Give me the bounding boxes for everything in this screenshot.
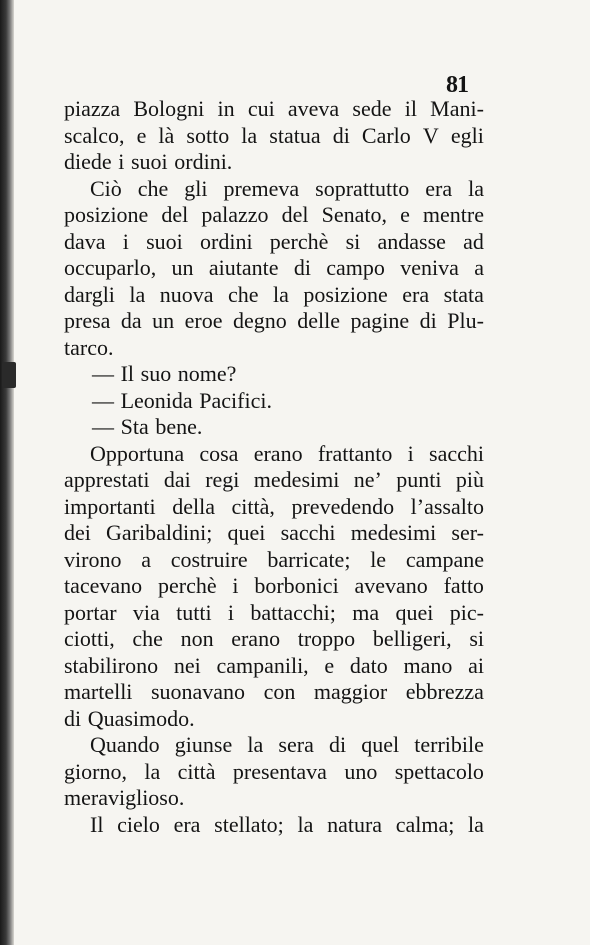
text-line	[64, 441, 484, 468]
text-line	[64, 706, 484, 733]
word: della	[172, 493, 215, 519]
word: Leonida	[120, 387, 193, 413]
word: belligeri,	[372, 626, 452, 651]
word: la	[468, 811, 484, 837]
word: del	[281, 202, 309, 227]
text-line	[64, 732, 484, 759]
text-line	[64, 176, 484, 203]
text-line	[64, 653, 484, 680]
word: posizione	[303, 281, 388, 307]
word: Garibaldini;	[106, 520, 213, 545]
word: la	[273, 281, 289, 307]
word: la	[144, 758, 161, 784]
word: campane	[405, 546, 484, 572]
word: ma	[352, 599, 380, 625]
word: ser-	[451, 520, 484, 545]
word: i	[407, 440, 414, 466]
word: campo	[326, 255, 385, 280]
word: il	[404, 96, 417, 121]
word: dai	[163, 467, 191, 492]
text-line	[64, 494, 484, 521]
word: di	[328, 732, 347, 757]
word: Plu-	[447, 308, 484, 333]
word: stellato;	[214, 811, 284, 837]
word: ordini	[200, 228, 253, 254]
word: là	[158, 122, 175, 148]
word: suonavano	[150, 679, 246, 704]
word: quel	[361, 732, 400, 757]
word: le	[370, 546, 387, 572]
word: un	[152, 308, 175, 333]
word: nuova	[159, 281, 214, 307]
text-line	[64, 335, 484, 362]
word: meraviglioso.	[64, 785, 185, 810]
word: nei	[173, 652, 201, 678]
word: suoi	[146, 228, 183, 254]
word: di	[419, 308, 437, 333]
word: suoi	[130, 149, 168, 174]
word: diede	[64, 149, 112, 174]
word: ordini.	[174, 149, 233, 174]
text-line	[64, 282, 484, 309]
binding-mark	[2, 362, 16, 388]
word: la	[129, 281, 146, 307]
word: era	[402, 281, 430, 307]
word: stata	[443, 281, 484, 307]
text-line	[64, 785, 484, 812]
word: quei	[227, 520, 266, 545]
word: costruire	[170, 546, 248, 572]
word: la	[468, 175, 484, 201]
word: i	[122, 228, 129, 254]
word: soprattutto	[315, 175, 410, 201]
text-line	[64, 812, 484, 839]
word: la	[297, 811, 314, 837]
word: nome?	[177, 361, 237, 386]
word: piazza	[64, 96, 121, 121]
word: giorno,	[64, 758, 127, 784]
text-line	[64, 467, 484, 494]
word: dei	[64, 520, 91, 545]
word: virono	[64, 546, 122, 572]
word: sera	[278, 732, 314, 757]
word: Pacifici.	[199, 387, 272, 413]
word: ai	[468, 652, 484, 678]
word: e	[324, 652, 335, 678]
word: occuparlo,	[64, 255, 157, 280]
text-line	[64, 759, 484, 786]
text-line	[64, 547, 484, 574]
word: barricate;	[267, 546, 351, 572]
word: presa	[64, 308, 111, 333]
word: dava	[64, 228, 106, 254]
word: andasse	[377, 228, 446, 254]
word: ad	[463, 228, 484, 254]
word: che	[228, 281, 259, 307]
word: perchè	[269, 228, 329, 254]
word: si	[345, 228, 361, 254]
word: aveva	[287, 96, 340, 121]
word: dargli	[64, 281, 115, 307]
word: eroe	[184, 308, 223, 333]
word: frattanto	[317, 440, 393, 466]
word: borbonici	[254, 573, 339, 598]
word: sacchi	[429, 440, 484, 466]
word: si	[469, 626, 484, 651]
word: terribile	[414, 732, 484, 757]
word: dato	[349, 652, 388, 678]
word: spettacolo	[394, 758, 484, 784]
body-text	[64, 96, 484, 838]
word: cosa	[199, 440, 239, 466]
word: posizione	[64, 202, 149, 227]
word: avevano	[354, 573, 428, 598]
word: regi	[205, 467, 240, 492]
word: cielo	[117, 811, 160, 837]
word: mano	[403, 652, 453, 678]
text-line	[64, 255, 484, 282]
word: Quando	[90, 732, 160, 757]
page-number: 81	[446, 72, 468, 98]
word: un	[171, 255, 194, 280]
word: portar	[64, 599, 117, 625]
word: battacchi;	[250, 599, 336, 625]
word: Opportuna	[90, 440, 185, 466]
text-line	[64, 520, 484, 547]
text-line	[64, 229, 484, 256]
text-line	[64, 600, 484, 627]
word: medesimi	[253, 467, 340, 492]
text-line	[64, 388, 484, 415]
word: suo	[140, 361, 172, 386]
word: campanili,	[216, 652, 309, 678]
text-line	[64, 123, 484, 150]
word: sacchi	[280, 520, 336, 545]
word: più	[455, 467, 484, 492]
text-line	[64, 308, 484, 335]
word: V	[422, 122, 439, 148]
word: bene.	[155, 414, 203, 439]
word: pic-	[449, 599, 484, 625]
text-line	[64, 626, 484, 653]
word: città,	[231, 493, 275, 519]
word: maggior	[313, 679, 388, 704]
word: di	[293, 255, 311, 280]
word: —	[92, 414, 114, 439]
word: troppo	[297, 626, 356, 651]
word: uno	[344, 758, 378, 784]
word: quei	[395, 599, 434, 625]
text-line	[64, 414, 484, 441]
word: i	[118, 149, 125, 174]
word: giunse	[174, 732, 233, 757]
word: era	[425, 175, 453, 201]
word: e	[400, 202, 410, 227]
word: Mani-	[430, 96, 484, 121]
word: calma;	[395, 811, 455, 837]
word: Il	[90, 811, 104, 837]
word: i	[227, 599, 235, 625]
word: egli	[450, 122, 484, 148]
word: presentava	[232, 758, 327, 784]
word: ebbrezza	[405, 679, 484, 704]
word: Bologni	[133, 96, 205, 121]
word: cui	[247, 96, 275, 121]
word: scalco,	[64, 122, 125, 148]
word: premeva	[223, 175, 300, 201]
word: la	[241, 122, 258, 148]
word: palazzo	[201, 202, 269, 227]
word: medesimi	[350, 520, 437, 545]
word: Sta	[120, 414, 149, 439]
word: Il	[120, 361, 135, 386]
word: martelli	[64, 679, 133, 704]
word: Carlo	[361, 122, 411, 148]
word: Quasimodo.	[87, 705, 195, 731]
word: sede	[352, 96, 392, 121]
word: con	[263, 679, 296, 704]
word: degno	[232, 308, 287, 333]
word: via	[132, 599, 160, 625]
word: fatto	[443, 573, 484, 598]
word: tacevano	[64, 573, 143, 598]
text-line	[64, 202, 484, 229]
word: e	[136, 122, 147, 148]
word: veniva	[400, 255, 459, 280]
word: tutti	[176, 599, 212, 625]
word: che	[132, 626, 163, 651]
word: gli	[184, 175, 208, 201]
word: —	[92, 387, 114, 413]
word: statua	[269, 122, 321, 148]
word: tarco.	[64, 334, 114, 360]
word: mentre	[422, 202, 484, 227]
word: a	[474, 255, 484, 280]
word: pagine	[350, 308, 410, 333]
word: prevedendo	[291, 493, 395, 519]
word: erano	[231, 626, 281, 651]
word: di	[64, 705, 82, 731]
word: non	[180, 626, 214, 651]
text-line	[64, 96, 484, 123]
text-line	[64, 149, 484, 176]
text-line	[64, 679, 484, 706]
word: sotto	[186, 122, 230, 148]
word: ne’	[353, 467, 382, 492]
word: da	[120, 308, 142, 333]
word: a	[141, 546, 151, 572]
word: i	[232, 573, 239, 598]
word: Senato,	[321, 202, 387, 227]
word: punti	[396, 467, 442, 492]
word: importanti	[64, 493, 156, 519]
book-binding-edge	[0, 0, 14, 945]
word: città	[177, 758, 216, 784]
word: del	[161, 202, 189, 227]
word: di	[332, 122, 350, 148]
word: l’assalto	[410, 493, 484, 519]
word: stabilirono	[64, 652, 159, 678]
word: Ciò	[90, 175, 122, 201]
word: apprestati	[64, 467, 150, 492]
word: che	[137, 175, 169, 201]
word: natura	[327, 811, 383, 837]
word: era	[173, 811, 201, 837]
word: perchè	[157, 573, 217, 598]
text-line	[64, 361, 484, 388]
word: —	[92, 361, 114, 386]
word: delle	[297, 308, 340, 333]
word: in	[217, 96, 235, 121]
word: aiutante	[208, 255, 279, 280]
word: la	[247, 732, 264, 757]
word: ciotti,	[64, 626, 115, 651]
word: erano	[253, 440, 303, 466]
text-line	[64, 573, 484, 600]
